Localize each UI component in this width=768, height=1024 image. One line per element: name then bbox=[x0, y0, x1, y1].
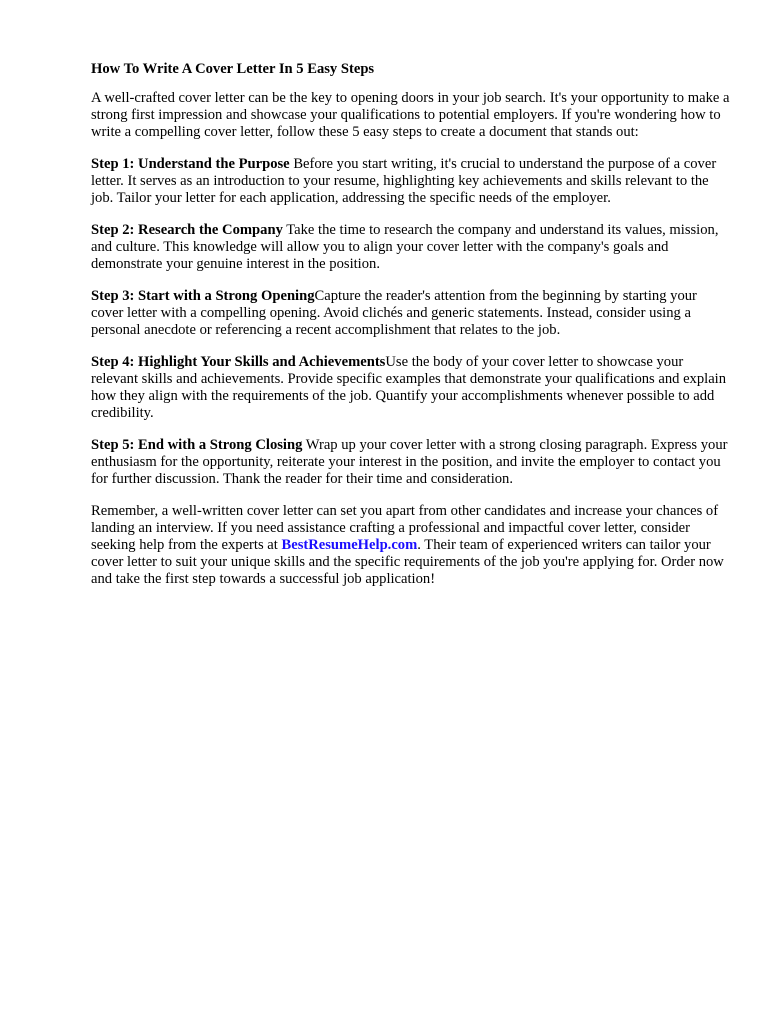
step-1-heading: Step 1: Understand the Purpose bbox=[91, 156, 290, 172]
step-2-heading: Step 2: Research the Company bbox=[91, 222, 283, 238]
step-1-body: Before you start writing, it's crucial to understand the purpose of a cover letter. It serves as an introduction to your resume, highlighting key achievements and skills relevant to the job. Tailor your letter for each application, addressing the specific needs of the employer. bbox=[91, 156, 717, 206]
step-5-heading: Step 5: End with a Strong Closing bbox=[91, 437, 303, 453]
closing-text-after-link: . Their team of experienced writers can tailor your cover letter to suit your unique skills and the specific requirements of the job you're applying for. Order now and take the first step towards a successful job application! bbox=[91, 537, 724, 587]
step-1-paragraph bbox=[91, 156, 731, 207]
best-resume-help-link[interactable]: BestResumeHelp.com bbox=[281, 537, 418, 553]
closing-paragraph bbox=[91, 503, 731, 588]
step-5-paragraph bbox=[91, 437, 731, 488]
closing-text-before-link: Remember, a well-written cover letter can set you apart from other candidates and increase your chances of landing an interview. If you need assistance crafting a professional and impactful cover letter, consider seeking help from the experts at bbox=[91, 503, 719, 553]
intro-paragraph: A well-crafted cover letter can be the key to opening doors in your job search. It's your opportunity to make a strong first impression and showcase your qualifications to potential employers. If you're wondering how to write a compelling cover letter, follow these 5 easy steps to create a document that stands out: bbox=[91, 90, 730, 140]
step-4-body: Use the body of your cover letter to showcase your relevant skills and achievements. Provide specific examples that demonstrate your qualifications and explain how they align with the requirements of the job. Quantify your accomplishments whenever possible to add credibility. bbox=[91, 354, 727, 421]
step-3-body: Capture the reader's attention from the beginning by starting your cover letter with a compelling opening. Avoid clichés and generic statements. Instead, consider using a personal anecdote or referencing a recent accomplishment that relates to the job. bbox=[91, 288, 697, 338]
step-2-paragraph bbox=[91, 222, 731, 273]
step-3-paragraph bbox=[91, 288, 731, 339]
document-body bbox=[91, 60, 731, 603]
step-5-body: Wrap up your cover letter with a strong closing paragraph. Express your enthusiasm for the opportunity, reiterate your interest in the position, and invite the employer to contact you for further discussion. Thank the reader for their time and consideration. bbox=[91, 437, 728, 487]
document-title: How To Write A Cover Letter In 5 Easy Steps bbox=[91, 61, 375, 77]
step-3-heading: Step 3: Start with a Strong Opening bbox=[91, 288, 315, 304]
step-2-body: Take the time to research the company and understand its values, mission, and culture. This knowledge will allow you to align your cover letter with the company's goals and demonstrate your genuine interest in the position. bbox=[91, 222, 719, 272]
step-4-heading: Step 4: Highlight Your Skills and Achievements bbox=[91, 354, 386, 370]
step-4-paragraph bbox=[91, 354, 731, 422]
